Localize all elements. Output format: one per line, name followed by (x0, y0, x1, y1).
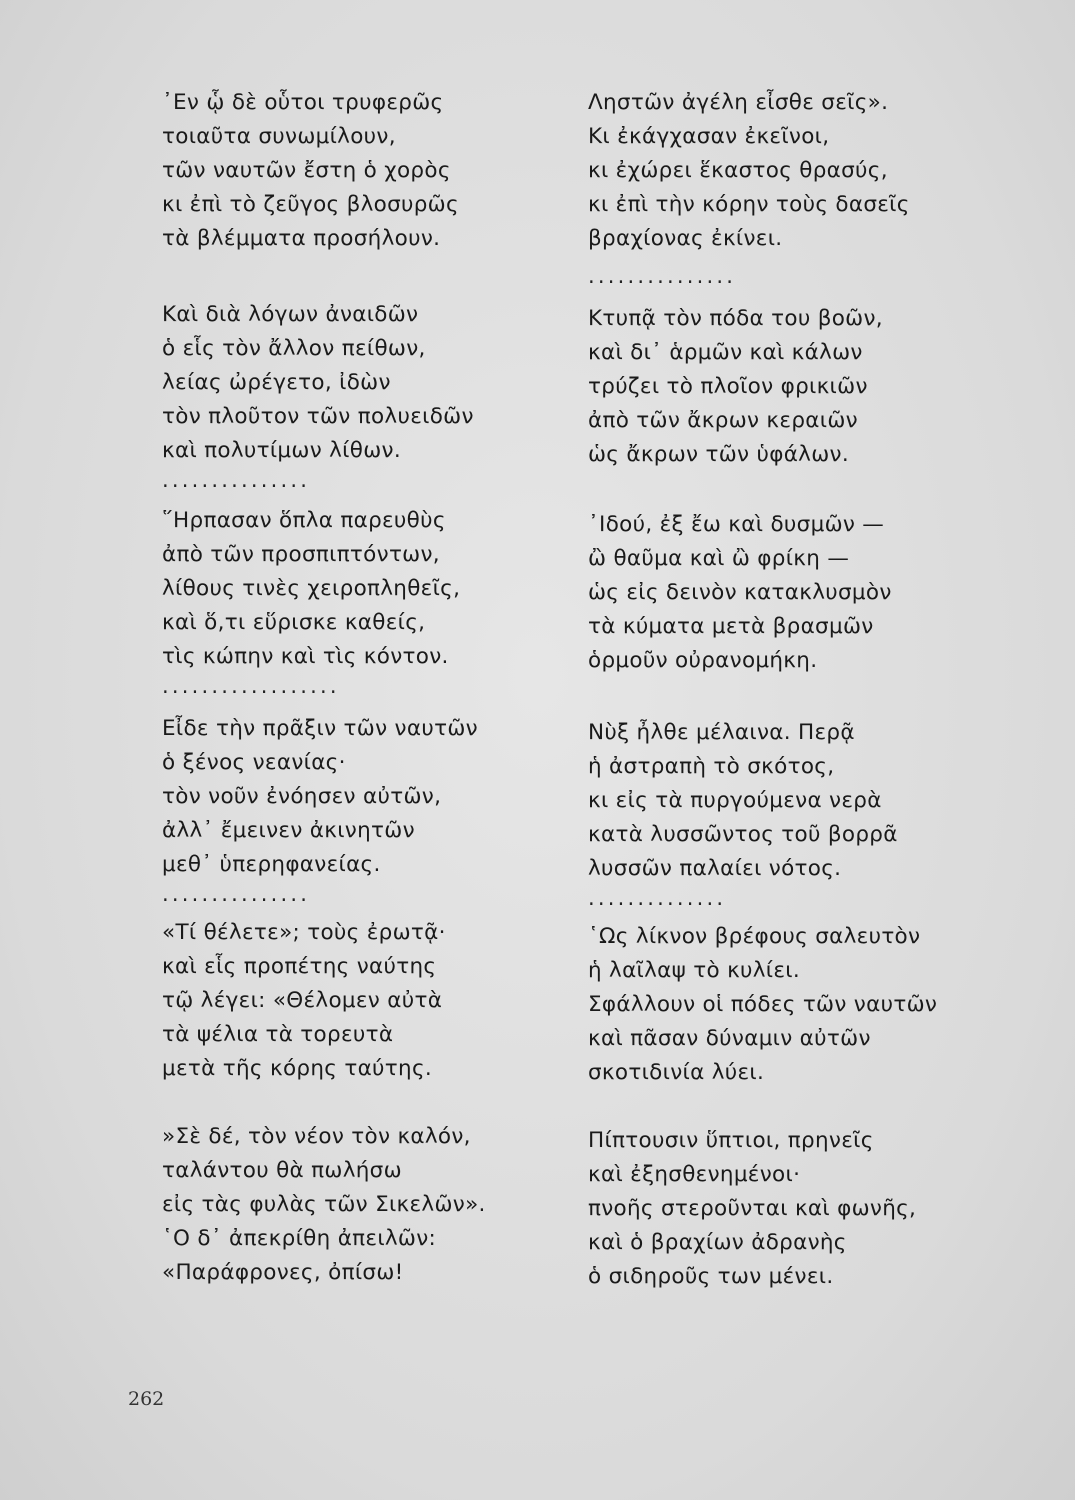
verse-line: τὰ ψέλια τὰ τορευτὰ (162, 1022, 394, 1047)
verse-line: πνοῆς στεροῦνται καὶ φωνῆς, (588, 1196, 917, 1221)
verse-line: ἡ ἀστραπὴ τὸ σκότος, (588, 754, 835, 779)
ellipsis-divider: .................. (162, 674, 340, 698)
verse-line: ῞Ηρπασαν ὅπλα παρευθὺς (162, 508, 446, 533)
verse-line: τὰ κύματα μετὰ βρασμῶν (588, 614, 874, 639)
stanza (162, 504, 562, 674)
verse-line: κι εἰς τὰ πυργούμενα νερὰ (588, 788, 882, 813)
verse-line: τρύζει τὸ πλοῖον φρικιῶν (588, 374, 868, 399)
verse-line: τὶς κώπην καὶ τὶς κόντον. (162, 644, 449, 669)
verse-line: ῾Ως λίκνον βρέφους σαλευτὸν (588, 924, 921, 949)
verse-line: κι ἐχώρει ἕκαστος θρασύς, (588, 158, 888, 183)
verse-line: καὶ πολυτίμων λίθων. (162, 438, 401, 463)
verse-line: «Παράφρονες, ὀπίσω! (162, 1260, 404, 1285)
verse-line: ἀπὸ τῶν προσπιπτόντων, (162, 542, 440, 567)
verse-line: ὁ ξένος νεανίας· (162, 750, 346, 775)
left-column (162, 86, 562, 1290)
right-column (588, 86, 1008, 1294)
verse-line: κατὰ λυσσῶντος τοῦ βορρᾶ (588, 822, 898, 847)
verse-line: Κι ἐκάγχασαν ἐκεῖνοι, (588, 124, 830, 149)
verse-line: ὁ σιδηροῦς των μένει. (588, 1264, 834, 1289)
stanza (162, 712, 562, 882)
verse-line: εἰς τὰς φυλὰς τῶν Σικελῶν». (162, 1192, 486, 1217)
verse-line: τὰ βλέμματα προσήλουν. (162, 226, 441, 251)
verse-line: ὡς ἄκρων τῶν ὑφάλων. (588, 442, 849, 467)
stanza (162, 1120, 562, 1290)
ellipsis-divider: ............... (162, 882, 311, 906)
verse-line: Κτυπᾷ τὸν πόδα του βοῶν, (588, 306, 883, 331)
verse-line: Σφάλλουν οἱ πόδες τῶν ναυτῶν (588, 992, 938, 1017)
verse-line: τῷ λέγει: «Θέλομεν αὐτὰ (162, 988, 443, 1013)
verse-line: κι ἐπὶ τὴν κόρην τοὺς δασεῖς (588, 192, 910, 217)
stanza (162, 916, 562, 1086)
verse-line: ἡ λαῖλαψ τὸ κυλίει. (588, 958, 801, 983)
verse-line: μετὰ τῆς κόρης ταύτης. (162, 1056, 433, 1081)
verse-line: καὶ ὁ βραχίων ἀδρανὴς (588, 1230, 847, 1255)
stanza (588, 1124, 1008, 1294)
verse-line: καὶ ἐξησθενημένοι· (588, 1162, 801, 1187)
ellipsis-divider: .............. (588, 886, 727, 910)
stanza (588, 86, 1008, 256)
verse-line: καὶ ὅ,τι εὕρισκε καθείς, (162, 610, 426, 635)
verse-line: Καὶ διὰ λόγων ἀναιδῶν (162, 302, 419, 327)
verse-line: ἀπὸ τῶν ἄκρων κεραιῶν (588, 408, 858, 433)
verse-line: ταλάντου θὰ πωλήσω (162, 1158, 402, 1183)
verse-line: Νὺξ ἦλθε μέλαινα. Περᾷ (588, 720, 855, 745)
page-number: 262 (128, 1388, 165, 1410)
verse-line: λυσσῶν παλαίει νότος. (588, 856, 842, 881)
verse-line: τὸν νοῦν ἐνόησεν αὐτῶν, (162, 784, 442, 809)
verse-line: σκοτιδινία λύει. (588, 1060, 765, 1085)
verse-line: λείας ὠρέγετο, ἰδὼν (162, 370, 391, 395)
verse-line: «Τί θέλετε»; τοὺς ἐρωτᾷ· (162, 920, 446, 945)
stanza (588, 716, 1008, 886)
stanza (588, 508, 1008, 678)
verse-line: Ληστῶν ἀγέλη εἶσθε σεῖς». (588, 90, 889, 115)
ellipsis-divider: ............... (588, 264, 737, 288)
verse-line: καὶ εἷς προπέτης ναύτης (162, 954, 437, 979)
verse-line: ῾Ο δ᾽ ἀπεκρίθη ἀπειλῶν: (162, 1226, 437, 1251)
verse-line: ὁ εἷς τὸν ἄλλον πείθων, (162, 336, 426, 361)
verse-line: καὶ δι᾽ ἁρμῶν καὶ κάλων (588, 340, 863, 365)
verse-line: καὶ πᾶσαν δύναμιν αὐτῶν (588, 1026, 871, 1051)
verse-line: »Σὲ δέ, τὸν νέον τὸν καλόν, (162, 1124, 471, 1149)
stanza (162, 298, 562, 468)
verse-line: ὁρμοῦν οὐρανομήκη. (588, 648, 818, 673)
stanza (162, 86, 562, 256)
verse-line: ᾿Ιδού, ἐξ ἔω καὶ δυσμῶν — (588, 512, 885, 537)
verse-line: Εἶδε τὴν πρᾶξιν τῶν ναυτῶν (162, 716, 478, 741)
verse-line: ἀλλ᾽ ἔμεινεν ἀκινητῶν (162, 818, 415, 843)
verse-line: τὸν πλοῦτον τῶν πολυειδῶν (162, 404, 474, 429)
verse-line: βραχίονας ἐκίνει. (588, 226, 783, 251)
stanza (588, 302, 1008, 472)
ellipsis-divider: ............... (162, 468, 311, 492)
verse-line: τοιαῦτα συνωμίλουν, (162, 124, 396, 149)
verse-line: ᾿Εν ᾧ δὲ οὗτοι τρυφερῶς (162, 90, 444, 115)
stanza (588, 920, 1008, 1090)
verse-line: ὡς εἰς δεινὸν κατακλυσμὸν (588, 580, 892, 605)
verse-line: κι ἐπὶ τὸ ζεῦγος βλοσυρῶς (162, 192, 459, 217)
verse-line: λίθους τινὲς χειροπληθεῖς, (162, 576, 461, 601)
verse-line: τῶν ναυτῶν ἔστη ὁ χορὸς (162, 158, 451, 183)
verse-line: μεθ᾽ ὑπερηφανείας. (162, 852, 381, 877)
verse-line: Πίπτουσιν ὕπτιοι, πρηνεῖς (588, 1128, 874, 1153)
verse-line: ὢ θαῦμα καὶ ὢ φρίκη — (588, 546, 850, 571)
